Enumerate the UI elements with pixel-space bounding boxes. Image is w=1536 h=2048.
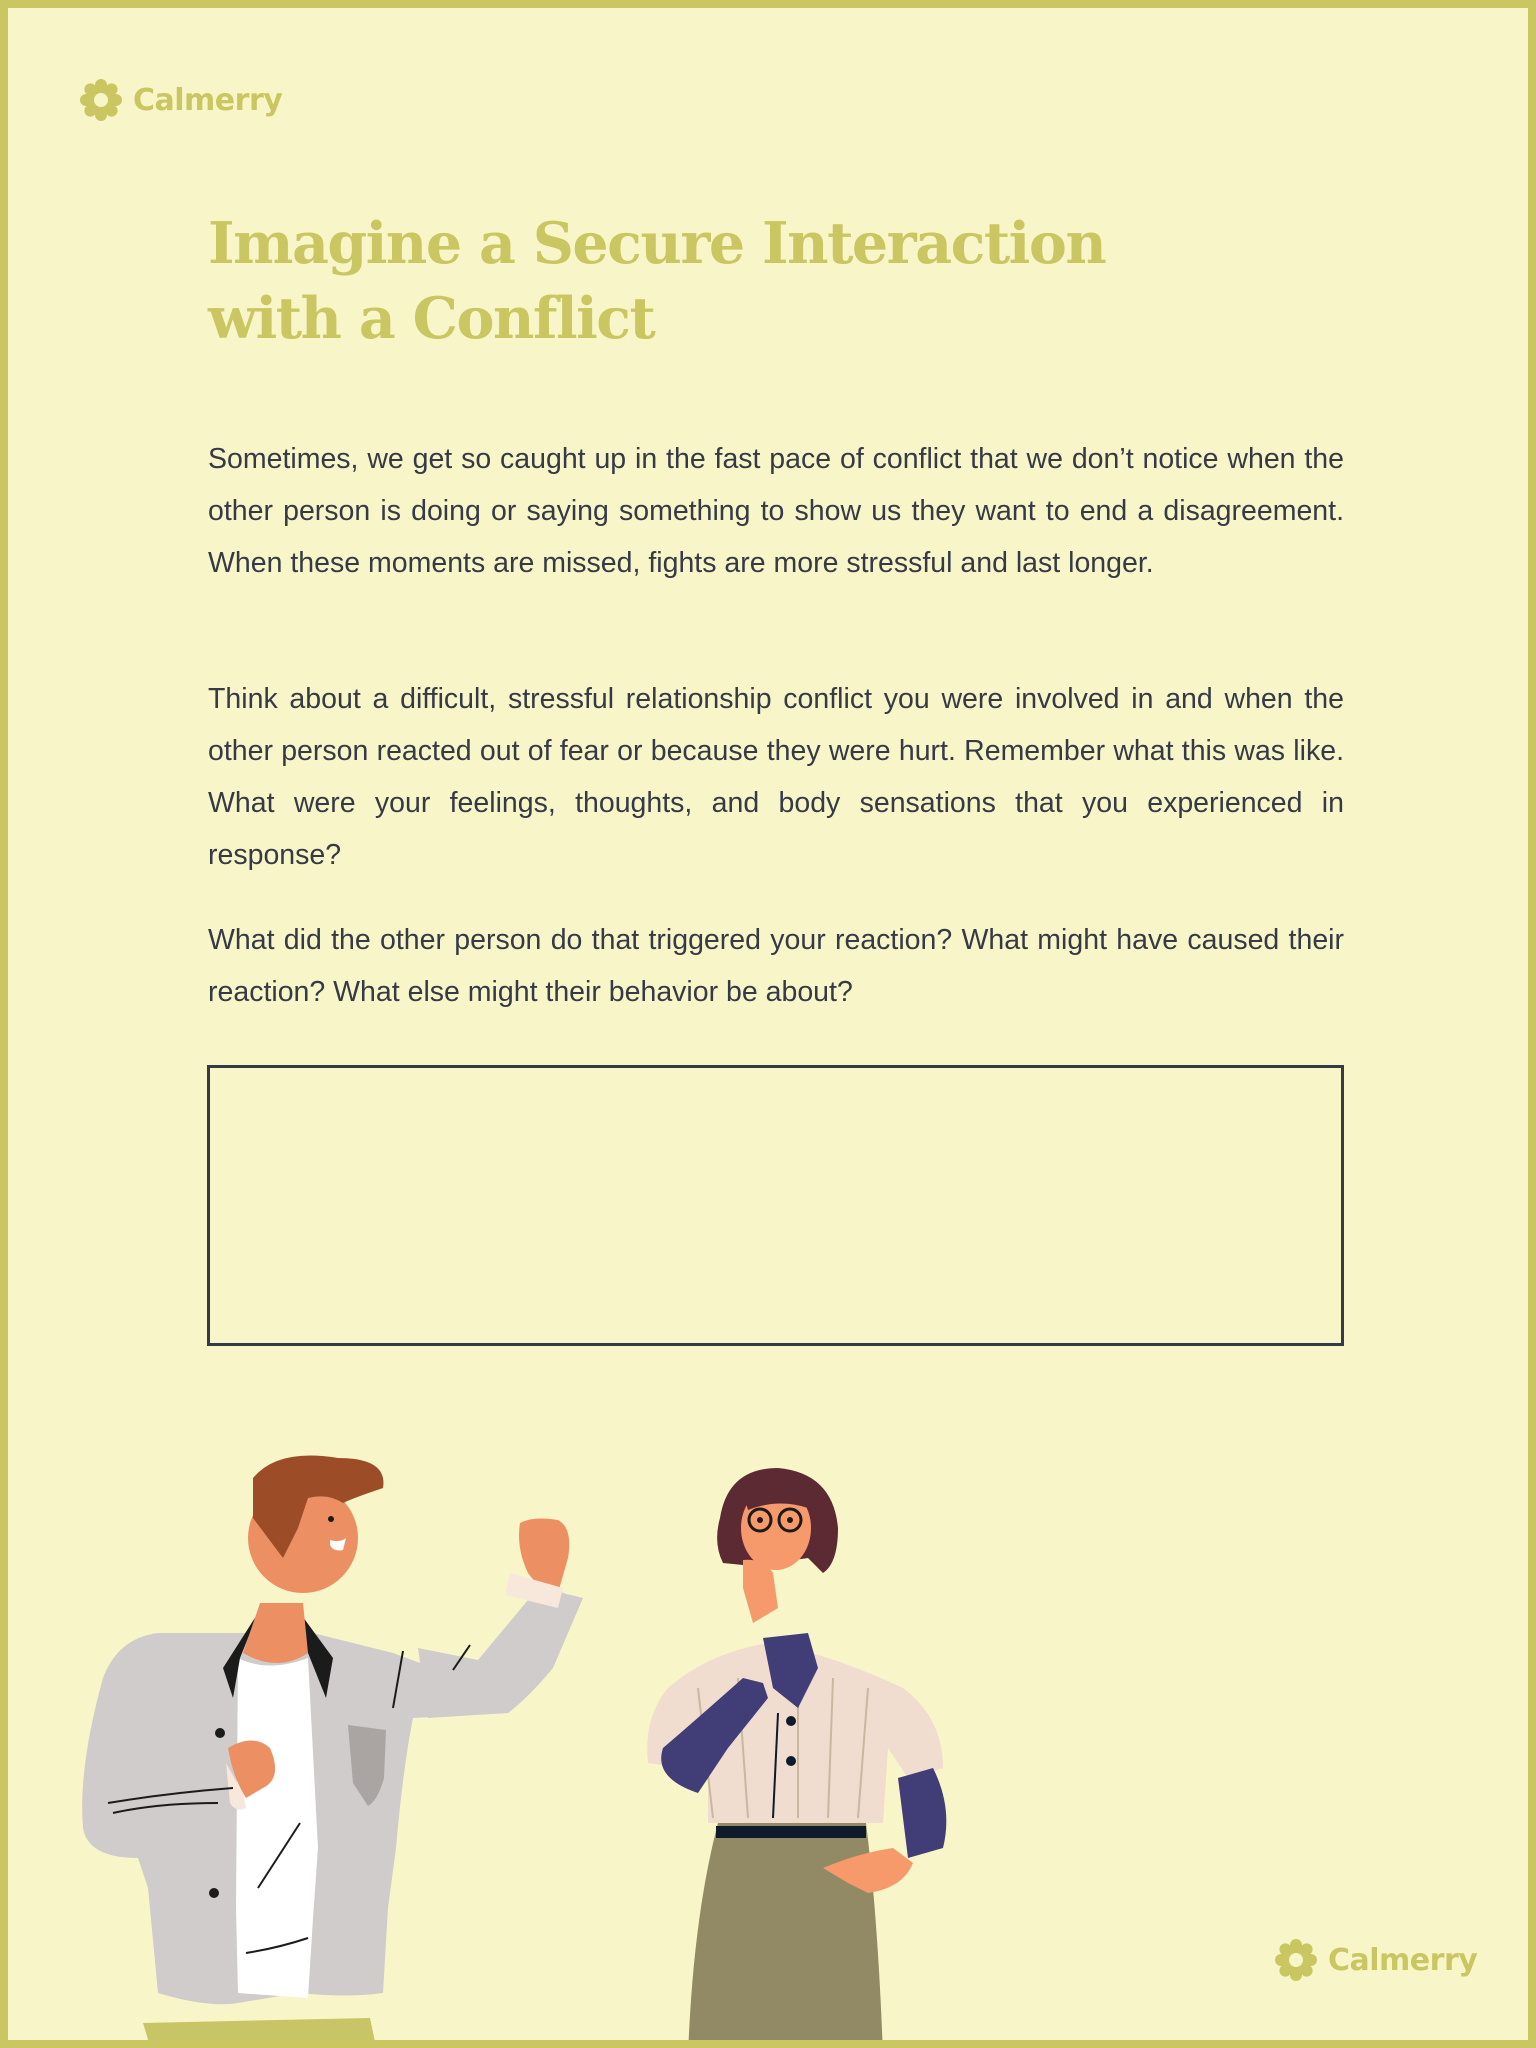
brand-name: Calmerry bbox=[133, 82, 283, 118]
title-line-2: with a Conflict bbox=[208, 285, 655, 352]
intro-paragraph: Sometimes, we get so caught up in the fast pace of conflict that we don’t notice when the other person is doing or saying something to show us they want to end a disagreement. When these moments are missed, fights are more stressful and last longer. bbox=[208, 443, 1344, 579]
title-line-1: Imagine a Secure Interaction bbox=[208, 210, 1106, 277]
conflict-illustration bbox=[8, 1448, 1008, 2048]
answer-box[interactable] bbox=[207, 1065, 1344, 1346]
thoughtful-woman-figure bbox=[647, 1468, 946, 2048]
flower-logo-icon bbox=[1274, 1938, 1318, 1982]
brand-name: Calmerry bbox=[1328, 1942, 1478, 1978]
brand-logo-top bbox=[79, 78, 282, 122]
page-title bbox=[208, 206, 1208, 356]
flower-logo-icon bbox=[79, 78, 123, 122]
question-paragraph: What did the other person do that triggered your reaction? What might have caused their reaction? What else might their behavior be about? bbox=[208, 924, 1344, 1008]
brand-logo-bottom bbox=[1274, 1938, 1477, 1982]
reflection-paragraph: Think about a difficult, stressful relationship conflict you were involved in and when the other person reacted out of fear or because they were hurt. Remember what this was like. What were your feelings, thoughts, and body sensations that you experienced in response? bbox=[208, 683, 1344, 871]
angry-man-figure bbox=[82, 1456, 583, 2048]
